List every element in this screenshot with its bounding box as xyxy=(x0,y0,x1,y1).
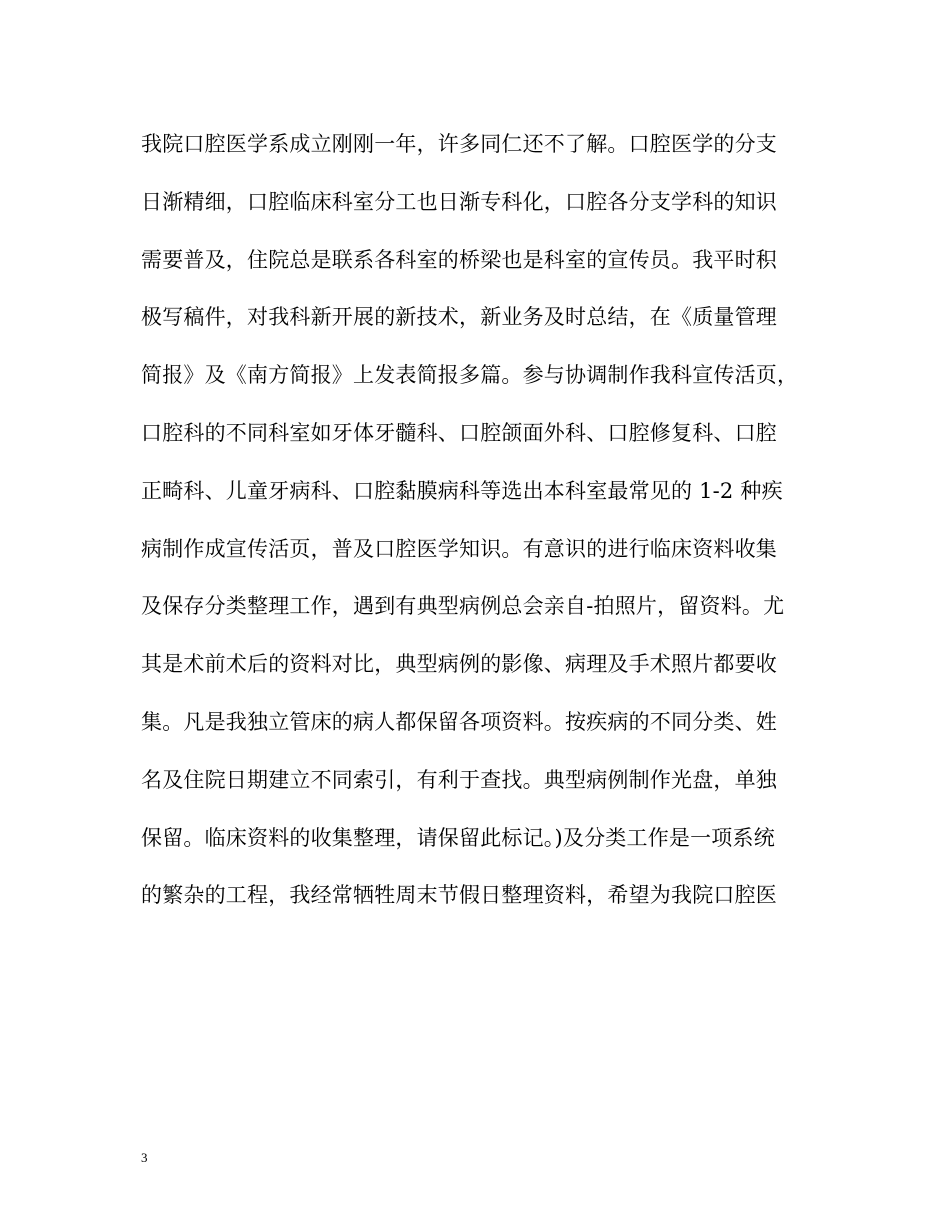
text-line: 名及住院日期建立不同索引，有利于查找。典型病例制作光盘，单独 xyxy=(141,767,777,792)
text-line: 需要普及，住院总是联系各科室的桥梁也是科室的宣传员。我平时积 xyxy=(141,247,777,272)
text-line: 口腔科的不同科室如牙体牙髓科、口腔颌面外科、口腔修复科、口腔 xyxy=(141,420,777,445)
text-line: 其是术前术后的资料对比，典型病例的影像、病理及手术照片都要收 xyxy=(141,652,777,677)
text-line: 简报》及《南方简报》上发表简报多篇。参与协调制作我科宣传活页， xyxy=(141,363,799,388)
page-number: 3 xyxy=(141,1150,148,1165)
text-line: 日渐精细，口腔临床科室分工也日渐专科化，口腔各分支学科的知识 xyxy=(141,189,777,214)
text-line: 我院口腔医学系成立刚刚一年，许多同仁还不了解。口腔医学的分支 xyxy=(141,132,777,156)
text-line: 及保存分类整理工作，遇到有典型病例总会亲自-拍照片，留资料。尤 xyxy=(141,594,785,619)
text-line: 病制作成宣传活页，普及口腔医学知识。有意识的进行临床资料收集 xyxy=(141,536,777,561)
body-text xyxy=(141,124,821,933)
text-line: 集。凡是我独立管床的病人都保留各项资料。按疾病的不同分类、姓 xyxy=(141,709,777,734)
text-line: 的繁杂的工程，我经常牺牲周末节假日整理资料，希望为我院口腔医 xyxy=(141,883,777,908)
text-line: 正畸科、儿童牙病科、口腔黏膜病科等选出本科室最常见的 1-2 种疾 xyxy=(141,478,783,503)
text-line: 极写稿件，对我科新开展的新技术，新业务及时总结，在《质量管理 xyxy=(141,305,777,330)
text-line: 保留。临床资料的收集整理，请保留此标记。)及分类工作是一项系统 xyxy=(141,825,775,850)
